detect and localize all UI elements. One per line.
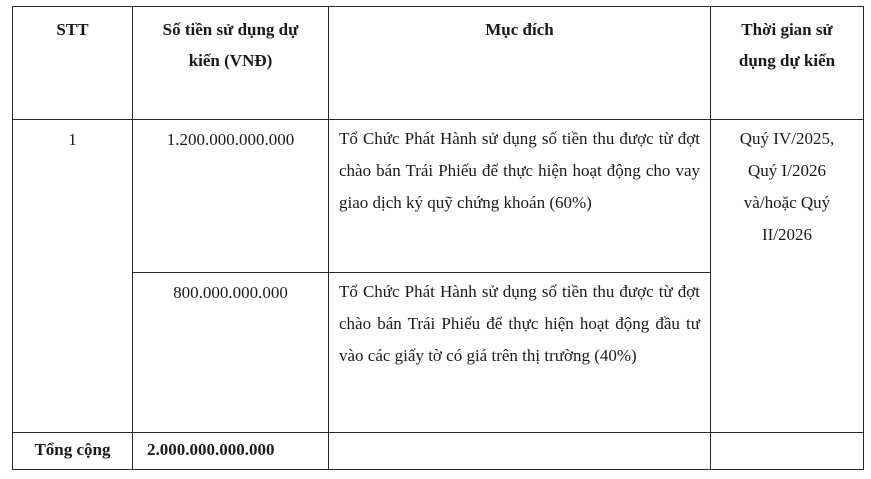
header-time (711, 7, 864, 120)
total-amount: 2.000.000.000.000 (133, 433, 329, 470)
total-row (13, 433, 864, 470)
header-amount-line1: Số tiền sử dụng dự (162, 20, 299, 39)
header-row (13, 7, 864, 120)
header-time-line1: Thời gian sử (741, 20, 833, 39)
amount-cell: 800.000.000.000 (133, 273, 329, 433)
bond-proceeds-table (12, 6, 864, 470)
time-line1: Quý IV/2025, (739, 129, 835, 148)
total-label: Tổng cộng (13, 433, 133, 470)
amount-cell: 1.200.000.000.000 (133, 120, 329, 273)
time-line3: và/hoặc Quý (743, 193, 831, 212)
time-line2: Quý I/2026 (748, 161, 826, 180)
purpose-cell: Tổ Chức Phát Hành sử dụng số tiền thu được từ đợt chào bán Trái Phiếu để thực hiện hoạt động đầu tư vào các giấy tờ có giá trên thị trường (40%) (329, 273, 711, 433)
time-line4: II/2026 (761, 225, 813, 244)
header-amount-line2: kiến (VNĐ) (188, 51, 273, 70)
total-empty-cell (711, 433, 864, 470)
header-purpose: Mục đích (329, 7, 711, 120)
time-cell (711, 120, 864, 433)
table-row (13, 120, 864, 273)
purpose-cell: Tổ Chức Phát Hành sử dụng số tiền thu được từ đợt chào bán Trái Phiếu để thực hiện hoạt động cho vay giao dịch ký quỹ chứng khoán (60%) (329, 120, 711, 273)
header-time-line2: dụng dự kiến (738, 51, 836, 70)
header-stt: STT (13, 7, 133, 120)
total-empty-cell (329, 433, 711, 470)
header-amount (133, 7, 329, 120)
row-stt: 1 (13, 120, 133, 433)
